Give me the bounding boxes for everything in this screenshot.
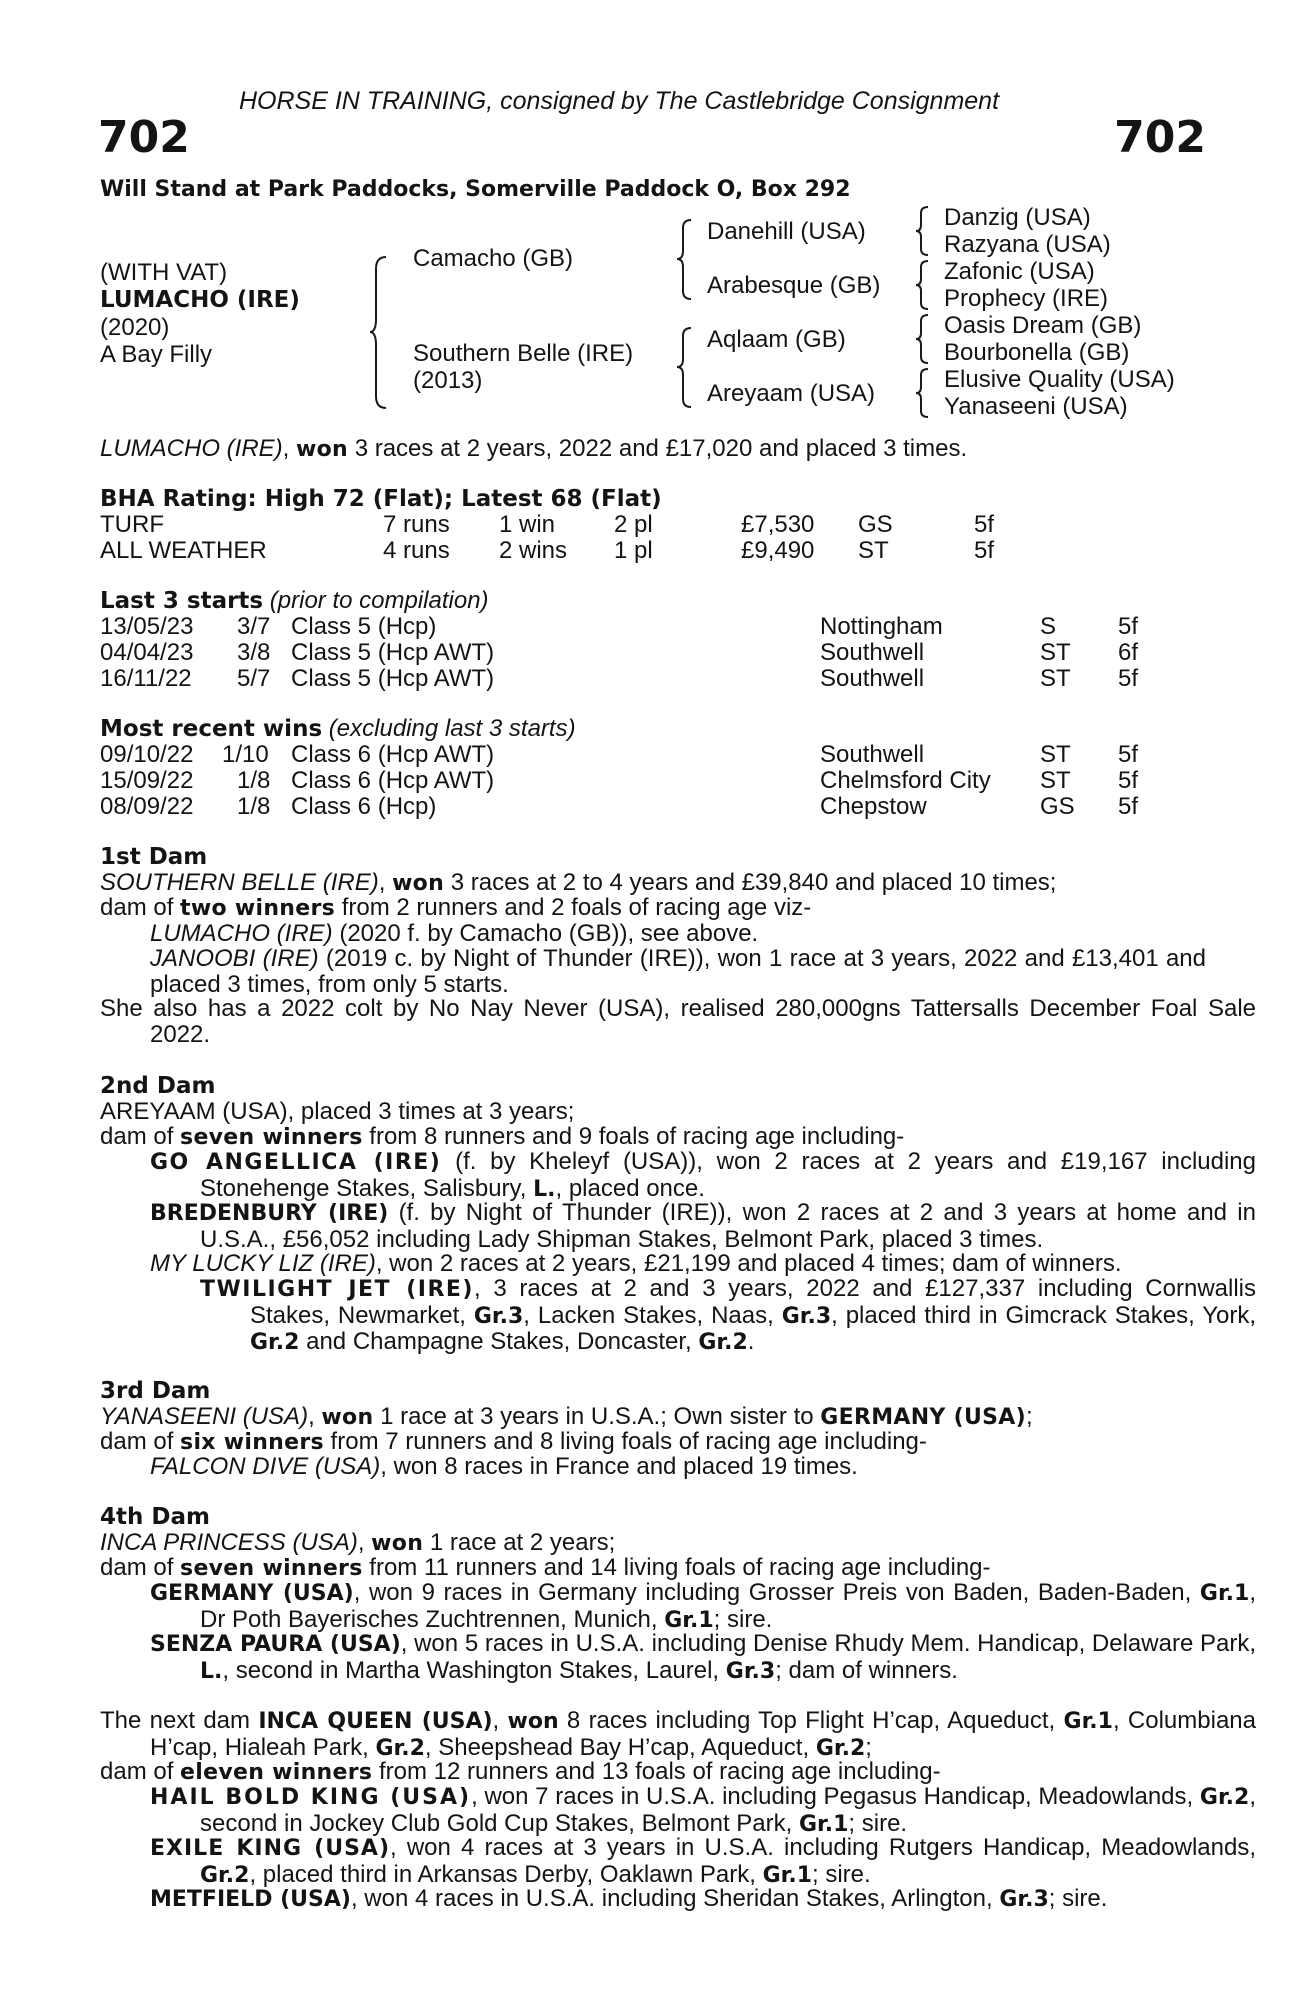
pedigree-dam-dam: Areyaam (USA) bbox=[707, 380, 876, 407]
first-dam-produce: dam of two winners from 2 runners and 2 foals of racing age viz- bbox=[100, 894, 812, 921]
pedigree-g5: Oasis Dream (GB) bbox=[944, 312, 1142, 339]
produce-entry-go-angellica: GO ANGELLICA (IRE) (f. by Kheleyf (USA)), won 2 races at 2 years and £19,167 including Stonehenge Stakes, Salisbury, L., placed once. bbox=[150, 1148, 1257, 1202]
win-going: GS bbox=[1040, 793, 1075, 820]
produce-entry-bredenbury: BREDENBURY (IRE) (f. by Night of Thunder (IRE)), won 2 races at 2 and 3 years at home and in U.S.A., £56,052 including Lady Shipman Stakes, Belmont Park, placed 3 times. bbox=[150, 1199, 1256, 1253]
fourth-dam-heading: 4th Dam bbox=[100, 1504, 210, 1530]
start-race: Class 5 (Hcp AWT) bbox=[291, 665, 495, 692]
win-race: Class 6 (Hcp AWT) bbox=[291, 767, 495, 794]
rating-wins: 2 wins bbox=[499, 537, 568, 564]
horse-description: A Bay Filly bbox=[100, 341, 213, 368]
start-course: Southwell bbox=[820, 665, 925, 692]
pedigree-sire-dam: Arabesque (GB) bbox=[707, 272, 881, 299]
pedigree-g1: Danzig (USA) bbox=[944, 204, 1091, 231]
bha-rating-heading: BHA Rating: High 72 (Flat); Latest 68 (Flat) bbox=[100, 486, 662, 512]
rating-surface: ALL WEATHER bbox=[100, 537, 267, 564]
horse-name: LUMACHO (IRE) bbox=[100, 287, 300, 313]
pedigree-g1-bracket bbox=[916, 205, 932, 257]
first-dam-record: SOUTHERN BELLE (IRE), won 3 races at 2 to 4 years and £39,840 and placed 10 times; bbox=[100, 869, 1057, 896]
start-date: 13/05/23 bbox=[100, 613, 194, 640]
start-distance: 6f bbox=[1118, 639, 1139, 666]
third-dam-produce: dam of six winners from 7 runners and 8 living foals of racing age including- bbox=[100, 1428, 927, 1455]
summary-horse-name: LUMACHO (IRE) bbox=[100, 435, 283, 462]
start-position: 3/7 bbox=[237, 613, 271, 640]
summary-won: won bbox=[296, 437, 349, 462]
fourth-dam-record: INCA PRINCESS (USA), won 1 race at 2 years; bbox=[100, 1529, 616, 1556]
pedigree-g4: Prophecy (IRE) bbox=[944, 285, 1109, 312]
win-going: ST bbox=[1040, 741, 1071, 768]
pedigree-dam: Southern Belle (IRE) bbox=[413, 340, 634, 367]
pedigree-dam-sire: Aqlaam (GB) bbox=[707, 326, 846, 353]
rating-distance: 5f bbox=[974, 537, 995, 564]
pedigree-g3-bracket bbox=[916, 313, 932, 365]
win-position: 1/10 bbox=[222, 741, 269, 768]
pedigree-g2-bracket bbox=[916, 259, 932, 311]
win-race: Class 6 (Hcp) bbox=[291, 793, 437, 820]
produce-entry-twilight-jet: TWILIGHT JET (IRE), 3 races at 2 and 3 years, 2022 and £127,337 including Cornwallis Stakes, Newmarket, Gr.3, Lacken Stakes, Naas, Gr.3, placed third in Gimcrack Stakes, York, Gr.2 and Champagne Stakes, Doncaster, Gr.2. bbox=[200, 1275, 1257, 1355]
start-course: Nottingham bbox=[820, 613, 943, 640]
second-dam-record: AREYAAM (USA), placed 3 times at 3 years; bbox=[100, 1098, 575, 1125]
win-date: 09/10/22 bbox=[100, 741, 194, 768]
consignment-title: HORSE IN TRAINING, consigned by The Castlebridge Consignment bbox=[239, 87, 1000, 115]
win-date: 08/09/22 bbox=[100, 793, 194, 820]
win-course: Southwell bbox=[820, 741, 925, 768]
pedigree-g7: Elusive Quality (USA) bbox=[944, 366, 1175, 393]
rating-going: ST bbox=[858, 537, 889, 564]
rating-going: GS bbox=[858, 511, 893, 538]
start-going: ST bbox=[1040, 665, 1071, 692]
pedigree-g3: Zafonic (USA) bbox=[944, 258, 1095, 285]
first-dam-note: She also has a 2022 colt by No Nay Never (USA), realised 280,000gns Tattersalls December Foal Sale 2022. bbox=[100, 995, 1256, 1048]
pedigree-dam-year: (2013) bbox=[413, 367, 483, 394]
lot-number-left: 702 bbox=[98, 112, 190, 163]
win-position: 1/8 bbox=[237, 793, 271, 820]
pedigree-sire: Camacho (GB) bbox=[413, 245, 574, 272]
rating-runs: 4 runs bbox=[383, 537, 450, 564]
pedigree-sire-sire: Danehill (USA) bbox=[707, 218, 866, 245]
pedigree-main-bracket bbox=[370, 255, 390, 410]
foaling-year: (2020) bbox=[100, 314, 170, 341]
rating-surface: TURF bbox=[100, 511, 164, 538]
pedigree-g2: Razyana (USA) bbox=[944, 231, 1111, 258]
pedigree-g8: Yanaseeni (USA) bbox=[944, 393, 1128, 420]
win-going: ST bbox=[1040, 767, 1071, 794]
rating-placed: 2 pl bbox=[614, 511, 653, 538]
start-date: 04/04/23 bbox=[100, 639, 194, 666]
start-race: Class 5 (Hcp AWT) bbox=[291, 639, 495, 666]
produce-entry-falcon-dive: FALCON DIVE (USA), won 8 races in France and placed 19 times. bbox=[150, 1453, 858, 1480]
produce-entry-exile-king: EXILE KING (USA), won 4 races at 3 years in U.S.A. including Rutgers Handicap, Meadowlands, Gr.2, placed third in Arkansas Derby, Oaklawn Park, Gr.1; sire. bbox=[150, 1834, 1256, 1888]
start-course: Southwell bbox=[820, 639, 925, 666]
second-dam-heading: 2nd Dam bbox=[100, 1073, 216, 1099]
produce-entry-senza-paura: SENZA PAURA (USA), won 5 races in U.S.A. including Denise Rhudy Mem. Handicap, Delaware Park, L., second in Martha Washington Stakes, Laurel, Gr.3; dam of winners. bbox=[150, 1630, 1256, 1684]
stand-location: Will Stand at Park Paddocks, Somerville Paddock O, Box 292 bbox=[100, 177, 851, 202]
rating-runs: 7 runs bbox=[383, 511, 450, 538]
produce-entry-metfield: METFIELD (USA), won 4 races in U.S.A. including Sheridan Stakes, Arlington, Gr.3; sire. bbox=[150, 1885, 1108, 1912]
race-summary: LUMACHO (IRE), won 3 races at 2 years, 2022 and £17,020 and placed 3 times. bbox=[100, 435, 968, 462]
third-dam-record: YANASEENI (USA), won 1 race at 3 years in U.S.A.; Own sister to GERMANY (USA); bbox=[100, 1403, 1033, 1430]
third-dam-heading: 3rd Dam bbox=[100, 1378, 211, 1404]
produce-entry-janoobi: JANOOBI (IRE) (2019 c. by Night of Thunder (IRE)), won 1 race at 3 years, 2022 and £13,401 and placed 3 times, from only 5 starts. bbox=[150, 945, 1207, 998]
fourth-dam-produce: dam of seven winners from 11 runners and 14 living foals of racing age including- bbox=[100, 1554, 991, 1581]
start-position: 3/8 bbox=[237, 639, 271, 666]
summary-detail: 3 races at 2 years, 2022 and £17,020 and placed 3 times. bbox=[348, 435, 968, 462]
win-course: Chepstow bbox=[820, 793, 927, 820]
second-dam-produce: dam of seven winners from 8 runners and 9 foals of racing age including- bbox=[100, 1123, 905, 1150]
pedigree-g6: Bourbonella (GB) bbox=[944, 339, 1130, 366]
last-starts-heading: Last 3 starts (prior to compilation) bbox=[100, 587, 489, 614]
next-dam-record: The next dam INCA QUEEN (USA), won 8 races including Top Flight H’cap, Aqueduct, Gr.1, Columbiana H’cap, Hialeah Park, Gr.2, Sheepshead Bay H’cap, Aqueduct, Gr.2; bbox=[100, 1707, 1256, 1761]
recent-wins-heading: Most recent wins (excluding last 3 starts) bbox=[100, 715, 576, 742]
next-dam-produce: dam of eleven winners from 12 runners and 13 foals of racing age including- bbox=[100, 1758, 941, 1785]
produce-entry-my-lucky-liz: MY LUCKY LIZ (IRE), won 2 races at 2 years, £21,199 and placed 4 times; dam of winners. bbox=[150, 1250, 1122, 1277]
produce-entry-germany: GERMANY (USA), won 9 races in Germany including Grosser Preis von Baden, Baden-Baden, Gr.1, Dr Poth Bayerisches Zuchtrennen, Munich, Gr.1; sire. bbox=[150, 1579, 1256, 1633]
rating-prize-money: £7,530 bbox=[741, 511, 815, 538]
start-position: 5/7 bbox=[237, 665, 271, 692]
pedigree-g4-bracket bbox=[916, 367, 932, 419]
rating-placed: 1 pl bbox=[614, 537, 653, 564]
pedigree-dam-bracket bbox=[677, 326, 695, 409]
win-distance: 5f bbox=[1118, 741, 1139, 768]
first-dam-heading: 1st Dam bbox=[100, 844, 208, 870]
win-course: Chelmsford City bbox=[820, 767, 991, 794]
rating-wins: 1 win bbox=[499, 511, 556, 538]
start-race: Class 5 (Hcp) bbox=[291, 613, 437, 640]
produce-entry-hail-bold-king: HAIL BOLD KING (USA), won 7 races in U.S.A. including Pegasus Handicap, Meadowlands, Gr.2, second in Jockey Club Gold Cup Stakes, Belmont Park, Gr.1; sire. bbox=[150, 1783, 1257, 1837]
start-distance: 5f bbox=[1118, 613, 1139, 640]
produce-entry-lumacho: LUMACHO (IRE) (2020 f. by Camacho (GB)), see above. bbox=[150, 920, 759, 947]
win-distance: 5f bbox=[1118, 767, 1139, 794]
rating-prize-money: £9,490 bbox=[741, 537, 815, 564]
win-position: 1/8 bbox=[237, 767, 271, 794]
pedigree-sire-bracket bbox=[677, 218, 695, 301]
start-distance: 5f bbox=[1118, 665, 1139, 692]
win-race: Class 6 (Hcp AWT) bbox=[291, 741, 495, 768]
lot-number-right: 702 bbox=[1114, 112, 1206, 163]
rating-distance: 5f bbox=[974, 511, 995, 538]
win-date: 15/09/22 bbox=[100, 767, 194, 794]
start-date: 16/11/22 bbox=[100, 665, 192, 692]
start-going: ST bbox=[1040, 639, 1071, 666]
vat-status: (WITH VAT) bbox=[100, 259, 228, 286]
win-distance: 5f bbox=[1118, 793, 1139, 820]
start-going: S bbox=[1040, 613, 1057, 640]
